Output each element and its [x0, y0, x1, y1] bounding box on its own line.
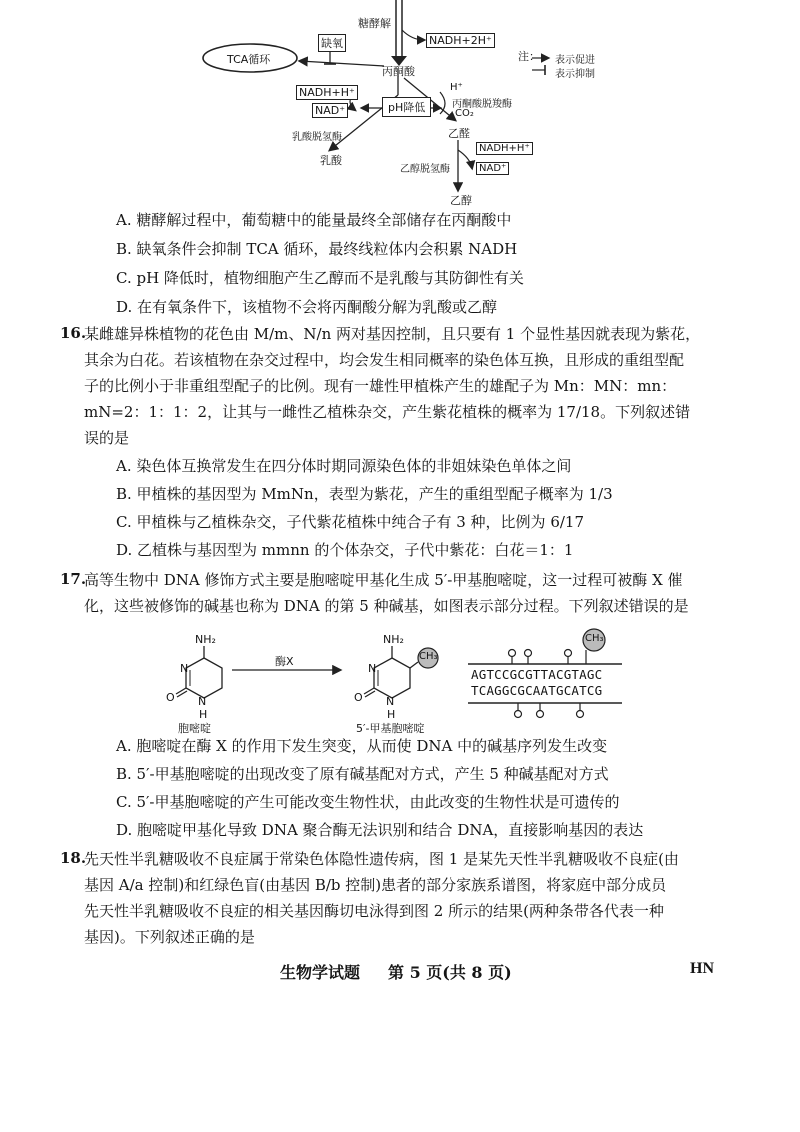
q17-number: 17.	[60, 570, 87, 588]
label-co2: CO₂	[455, 108, 474, 119]
footer-subject: 生物学试题	[280, 963, 361, 982]
dna-strand-bottom: TCAGGCGCAATGCATCG	[471, 683, 603, 698]
label-nadh-right: NADH+H⁺	[476, 142, 533, 155]
q17-stem-line: 高等生物中 DNA 修饰方式主要是胞嘧啶甲基化生成 5′-甲基胞嘧啶，这一过程可被酶 X 催	[84, 571, 683, 589]
q18-stem-line: 先天性半乳糖吸收不良症的相关基因酶切电泳得到图 2 所示的结果(两种条带各代表一种	[84, 902, 664, 920]
dna-ch3: CH₃	[585, 633, 604, 644]
q15-option-c: C. pH 降低时，植物细胞产生乙醇而不是乳酸与其防御性有关	[116, 269, 524, 287]
cytosine-o: O	[166, 691, 175, 704]
label-glycolysis: 糖酵解	[358, 17, 391, 30]
q18-stem-line: 基因 A/a 控制)和红绿色盲(由基因 B/b 控制)患者的部分家族系谱图，将家庭中部分成员	[84, 876, 667, 894]
q17-stem	[84, 567, 749, 619]
methylc-ch3: CH₃	[419, 651, 438, 662]
cytosine-h: H	[199, 708, 208, 721]
q18-stem	[84, 846, 749, 950]
legend-inhibit: 表示抑制	[555, 69, 595, 80]
q16-stem-line: 误的是	[84, 429, 130, 447]
q15-option-a: A. 糖酵解过程中，葡萄糖中的能量最终全部储存在丙酮酸中	[116, 211, 512, 229]
q16-option-c: C. 甲植株与乙植株杂交，子代紫花植株中纯合子有 3 种，比例为 6/17	[116, 513, 585, 531]
label-ph-drop: pH降低	[382, 97, 431, 117]
label-lactic: 乳酸	[320, 154, 342, 167]
q15-option-b: B. 缺氧条件会抑制 TCA 循环，最终线粒体内会积累 NADH	[116, 240, 518, 258]
q17-stem-line: 化，这些被修饰的碱基也称为 DNA 的第 5 种碱基，如图表示部分过程。下列叙述错误的是	[84, 597, 689, 615]
q16-number: 16.	[60, 324, 87, 342]
metabolism-diagram	[0, 0, 800, 210]
q16-stem-line: 子的比例小于非重组型配子的比例。现有一雄性甲植株产生的雄配子为 Mn：MN：mn：	[84, 377, 677, 395]
q18-number: 18.	[60, 849, 87, 867]
q18-stem-line: 先天性半乳糖吸收不良症属于常染色体隐性遗传病，图 1 是某先天性半乳糖吸收不良症(由	[84, 850, 679, 868]
cytosine-n1: N	[198, 695, 207, 708]
label-acetaldehyde: 乙醛	[448, 127, 470, 140]
methylc-h: H	[387, 708, 396, 721]
q16-stem-line: 某雌雄异株植物的花色由 M/m、N/n 两对基因控制，且只要有 1 个显性基因就表现为紫花，	[84, 325, 701, 343]
label-hypoxia: 缺氧	[318, 34, 346, 52]
footer-code: HN	[690, 960, 714, 977]
methylc-o: O	[354, 691, 363, 704]
q16-stem-line: mN=2：1：1：2，让其与一雌性乙植株杂交，产生紫花植株的概率为 17/18。下列叙述错	[84, 403, 691, 421]
label-adh: 乙醇脱氢酶	[400, 164, 450, 175]
q16-option-a: A. 染色体互换常发生在四分体时期同源染色体的非姐妹染色单体之间	[116, 457, 572, 475]
methylc-label: 5′-甲基胞嘧啶	[356, 722, 425, 735]
q17-option-d: D. 胞嘧啶甲基化导致 DNA 聚合酶无法识别和结合 DNA，直接影响基因的表达	[116, 821, 644, 839]
q16-option-d: D. 乙植株与基因型为 mmnn 的个体杂交，子代中紫花：白花＝1：1	[116, 541, 574, 559]
q16-stem-line: 其余为白花。若该植物在杂交过程中，均会发生相同概率的染色体互换，且形成的重组型配	[84, 351, 685, 369]
label-pdc: 丙酮酸脱羧酶	[452, 99, 512, 110]
q17-option-a: A. 胞嘧啶在酶 X 的作用下发生突变，从而使 DNA 中的碱基序列发生改变	[116, 737, 608, 755]
dna-strand-top: AGTCCGCGTTACGTAGC	[471, 667, 603, 682]
footer-page: 第 5 页(共 8 页)	[388, 963, 512, 982]
q16-option-b: B. 甲植株的基因型为 MmNn，表型为紫花，产生的重组型配子概率为 1/3	[116, 485, 613, 503]
cytosine-label: 胞嘧啶	[178, 722, 211, 735]
legend-note: 注：	[518, 50, 540, 63]
methylc-nh2: NH₂	[383, 633, 404, 646]
legend-promote: 表示促进	[555, 55, 595, 66]
enzyme-x-label: 酶X	[275, 655, 294, 668]
q18-stem-line: 基因)。下列叙述正确的是	[84, 928, 255, 946]
cytosine-nh2: NH₂	[195, 633, 216, 646]
q17-option-b: B. 5′-甲基胞嘧啶的出现改变了原有碱基配对方式，产生 5 种碱基配对方式	[116, 765, 609, 783]
q16-stem	[84, 321, 749, 451]
label-nad-left: NAD⁺	[312, 103, 348, 118]
label-ethanol: 乙醇	[450, 194, 472, 207]
label-nadh-left: NADH+H⁺	[296, 85, 358, 100]
q17-option-c: C. 5′-甲基胞嘧啶的产生可能改变生物性状，由此改变的生物性状是可遗传的	[116, 793, 620, 811]
label-pyruvate: 丙酮酸	[382, 65, 415, 78]
label-tca: TCA循环	[227, 53, 271, 66]
label-nadh-top: NADH+2H⁺	[426, 33, 495, 48]
methylation-diagram	[0, 620, 800, 735]
methylc-n3: N	[368, 662, 377, 675]
label-nad-right: NAD⁺	[476, 162, 509, 175]
cytosine-n3: N	[180, 662, 189, 675]
methylc-n1: N	[386, 695, 395, 708]
label-ldh: 乳酸脱氢酶	[292, 132, 342, 143]
q15-option-d: D. 在有氧条件下，该植物不会将丙酮酸分解为乳酸或乙醇	[116, 298, 498, 316]
label-h-plus: H⁺	[450, 82, 463, 93]
